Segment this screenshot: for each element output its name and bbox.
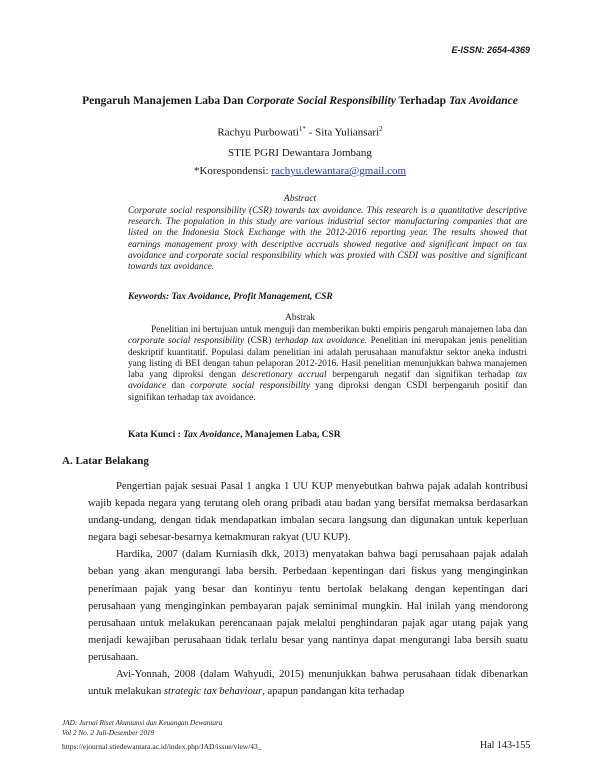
footer-journal xyxy=(62,718,222,738)
footer-page-range: Hal 143-155 xyxy=(480,740,531,751)
paragraph-3-a: Avi-Yonnah, 2008 (dalam Wahyudi, 2015) menunjukkan bahwa perusahaan tidak dibenarkan untuk melakukan xyxy=(88,669,528,698)
paragraph-2: Hardika, 2007 (dalam Kurniasih dkk, 2013) menyatakan bahwa bagi perusahaan pajak adalah beban yang akan mengurangi laba bersih. Perbedaan kepentingan dari fiskus yang menginginkan penerimaan pajak yang besar dan kontinyu tentu bertolak belakang dengan kepentingan dari perusahaan yang menginginkan pembayaran pajak seminimal mungkin. Hal inilah yang mendorong perusahaan untuk melakukan perencanaan pajak melalui penghindaran pajak agar utang pajak yang menjadi kewajiban perusahaan tidak terlalu besar yang nantinya dapat mengurangi laba bersih suatu perusahaan. xyxy=(88,549,528,663)
paragraph-1: Pengertian pajak sesuai Pasal 1 angka 1 UU KUP menyebutkan bahwa pajak adalah kontribusi wajib kepada negara yang terutang oleh orang pribadi atau badan yang bersifat memaksa berdasarkan undang-undang, dengan tidak mendapatkan imbalan secara langsung dan digunakan untuk keperluan negara bagi sebesar-besarnya kemakmuran rakyat (UU KUP). xyxy=(88,481,528,544)
abstrak-s1: Penelitian ini bertujuan untuk menguji dan memberikan bukti empiris pengaruh manajemen laba dan xyxy=(151,325,527,335)
abstract-keywords: Keywords: Tax Avoidance, Profit Management, CSR xyxy=(128,292,333,302)
correspondence-colon: : xyxy=(265,165,272,177)
kata-kunci-rest: , Manajemen Laba, CSR xyxy=(240,430,341,440)
footer-journal-name: JAD: Jurnal Riset Akuntansi dan Keuangan Dewantara xyxy=(62,719,223,727)
title-part-4: Tax Avoidance xyxy=(448,95,518,107)
abstrak-s3: berpengaruh negatif dan signifikan terhadap xyxy=(326,370,516,381)
paper-title xyxy=(40,95,560,107)
abstrak-s1b: (CSR) xyxy=(244,336,275,347)
author-1: Rachyu Purbowati xyxy=(217,126,299,139)
title-part-3: Terhadap xyxy=(395,95,449,107)
affiliation: STIE PGRI Dewantara Jombang xyxy=(228,147,372,159)
kata-kunci xyxy=(128,430,341,440)
correspondence-line xyxy=(0,165,600,177)
correspondence-email-link[interactable]: rachyu.dewantara@gmail.com xyxy=(271,165,407,177)
abstrak-heading: Abstrak xyxy=(284,313,316,323)
title-part-1: Pengaruh Manajemen Laba Dan xyxy=(82,95,247,107)
abstrak-s2: Penelitian ini merupakan jenis penelitian deskriptif kuantitatif. Populasi dalam penelitian ini adalah perusahaan manufaktur sektor aneka industri yang listing di BEI dengan tahun pelaporan 2012-2016. Hasil penelitian menunjukkan bahwa manajemen laba yang diproksi dengan xyxy=(128,336,527,381)
abstrak-body xyxy=(128,325,527,404)
title-part-2: Corporate Social Responsibility xyxy=(246,95,396,107)
footer-volume: Vol 2 No. 2 Juli-Desember 2019 xyxy=(62,729,155,737)
abstrak-s1-italic: corporate social responsibility xyxy=(128,336,245,347)
abstrak-s5: yang diproksi dengan CSDI berpengaruh positif dan signifikan terhadap tax avoidance. xyxy=(128,381,527,403)
correspondence-label: *Korespondensi xyxy=(193,165,266,177)
abstrak-s1b-italic: terhadap tax avoidance. xyxy=(274,336,368,347)
kata-kunci-italic: Tax Avoidance xyxy=(183,430,241,440)
author-2: Sita Yuliansari xyxy=(315,126,380,139)
issn-label: E-ISSN: 2654-4369 xyxy=(451,45,530,55)
paragraph-3-italic: strategic tax behaviour xyxy=(163,686,263,698)
paragraph-3 xyxy=(88,666,528,700)
author-1-sup: 1* xyxy=(298,125,306,133)
abstrak-s3-italic: tax avoidance xyxy=(128,370,527,392)
paragraph-3-b: , apapun pandangan kita terhadap xyxy=(262,686,405,698)
section-heading: A. Latar Belakang xyxy=(62,455,149,467)
footer-url[interactable]: https://ejournal.stiedewantara.ac.id/index.php/JAD/issue/view/43_ xyxy=(62,742,262,751)
abstrak-s4-italic: corporate social responsibility xyxy=(190,381,310,392)
author-line xyxy=(0,125,600,139)
author-2-sup: 2 xyxy=(379,125,383,133)
abstract-heading: Abstract xyxy=(283,194,317,204)
body-text xyxy=(88,478,528,700)
abstract-body: Corporate social responsibility (CSR) towards tax avoidance. This research is a quantitative descriptive research. The population in this study are various industrial sector manufacturing companies that are listed on the Indonesia Stock Exchange with the 2012-2016 reporting year. The results showed that earnings management proxy with descriptive accruals showed negative and significant impact on tax avoidance and corporate social responsibility which was proxied with CSDI was positive and significant towards tax avoidance. xyxy=(128,206,527,273)
abstrak-s2-italic: descretionary accrual xyxy=(241,370,327,381)
abstrak-s4: dan xyxy=(166,381,191,392)
author-separator: - xyxy=(305,126,316,139)
kata-kunci-label: Kata Kunci : xyxy=(128,430,184,440)
